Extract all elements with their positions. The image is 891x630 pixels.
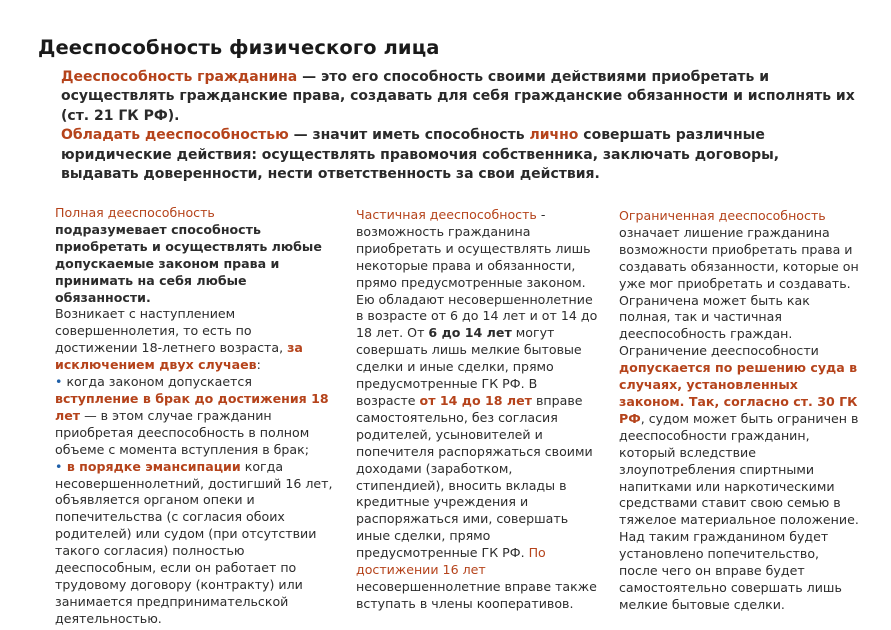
- partial-capacity-heading: Частичная дееспособность: [356, 207, 537, 222]
- full-capacity-heading: Полная дееспособность: [55, 205, 215, 220]
- limited-capacity-heading: Ограниченная дееспособность: [619, 208, 826, 223]
- partial-text-3: вправе самостоятельно, без согласия родителей, усыновителей и попечителя распоряжаться своими доходами (заработком, стипендией), вносить вклады в кредитные учреждения и распоряжаться ими, совершать иные сделки, прямо предусмотренные ГК РФ.: [356, 392, 593, 561]
- intro-block: [61, 68, 861, 184]
- emancipation-rest: когда несовершеннолетний, достигший 16 лет, объявляется органом опеки и попечительства (с согласия обоих родителей) или судом (при отсутствии такого согласия) полностью дееспособным, если он работает по трудовому договору (контракту) или занимается предпринимательской деятельностью.: [55, 458, 333, 626]
- intro-word-personally: лично: [529, 127, 579, 144]
- column-partial-capacity: [356, 207, 600, 613]
- limited-text-1: означает лишение гражданина возможности приобретать права и создавать обязанности, которые он уже мог приобретать и создавать. Ограничена может быть как полная, так и частичная дееспособность граждан. Ограничение дееспособности: [619, 224, 859, 359]
- full-capacity-bullet-marriage: [55, 374, 337, 459]
- partial-age-14-18: от 14 до 18 лет: [419, 392, 532, 408]
- limited-capacity-text: [619, 208, 859, 614]
- bullet-icon: •: [55, 458, 63, 474]
- intro-paragraph-definition: [61, 68, 861, 126]
- column-limited-capacity: [619, 208, 859, 614]
- intro-meaning-text-2: совершать различные юридические действия: осуществлять правомочия собственника, заключать договоры, выдавать доверенности, нести ответственность за свои действия.: [61, 127, 780, 183]
- marriage-text: когда законом допускается: [62, 374, 252, 390]
- full-capacity-colon: :: [256, 357, 261, 373]
- intro-paragraph-meaning: [61, 126, 861, 184]
- full-capacity-exceptions: за исключением двух случаев: [55, 340, 303, 373]
- partial-age-16: По достижении 16 лет: [356, 545, 546, 578]
- limited-court-decision: допускается по решению суда в случаях, установленных законом. Так, согласно ст. 30 ГК РФ: [619, 360, 858, 426]
- intro-definition-text: — это его способность своими действиями приобретать и осуществлять гражданские права, создавать для себя гражданские обязанности и исполнять их (ст. 21 ГК РФ).: [61, 69, 855, 124]
- partial-text-2: могут совершать лишь мелкие бытовые сделки и иные сделки, прямо предусмотренные ГК РФ. В возрасте: [356, 325, 582, 408]
- intro-term-possess: Обладать дееспособностью: [61, 127, 289, 144]
- intro-meaning-text-1: — значит иметь способность: [288, 127, 530, 144]
- emancipation-bold: в порядке эмансипации: [62, 458, 241, 474]
- intro-term-capacity: Дееспособность гражданина: [61, 69, 298, 85]
- page-title: Дееспособность физического лица: [38, 36, 440, 59]
- marriage-rest: — в этом случае гражданин приобретая дееспособность в полном объеме с момента вступления в брак;: [55, 407, 310, 457]
- marriage-bold: вступление в брак до достижения 18 лет: [55, 390, 329, 423]
- partial-text-1: возможность гражданина приобретать и осуществлять лишь некоторые права и обязанности, прямо предусмотренные законом. Ею обладают несовершеннолетние в возрасте от 6 до 14 лет и от 14 до 18 лет. От: [356, 223, 598, 341]
- bullet-icon: •: [55, 374, 63, 390]
- column-full-capacity: [55, 205, 337, 628]
- partial-text-4: несовершеннолетние вправе также вступать в члены кооперативов.: [356, 578, 597, 611]
- partial-capacity-dash: -: [536, 207, 546, 222]
- partial-capacity-text: [356, 207, 600, 613]
- full-capacity-def-text: подразумевает способность приобретать и осуществлять любые допускаемые законом права и принимать на себя любые обязанности.: [55, 221, 322, 305]
- partial-age-6-14: 6 до 14 лет: [428, 325, 512, 341]
- full-capacity-definition: [55, 205, 337, 306]
- full-capacity-origin-text: Возникает с наступлением совершеннолетия, то есть по достижении 18-летнего возраста,: [55, 306, 288, 356]
- full-capacity-bullet-emancipation: [55, 459, 337, 628]
- limited-text-2: , судом может быть ограничен в дееспособности гражданин, который вследствие злоупотребления спиртными напитками или наркотическими средствами ставит свою семью в тяжелое материальное положение. Над таким гражданином будет установлено попечительство, после чего он вправе будет самостоятельно совершать лишь мелкие бытовые сделки.: [619, 410, 859, 612]
- full-capacity-origin: [55, 306, 337, 374]
